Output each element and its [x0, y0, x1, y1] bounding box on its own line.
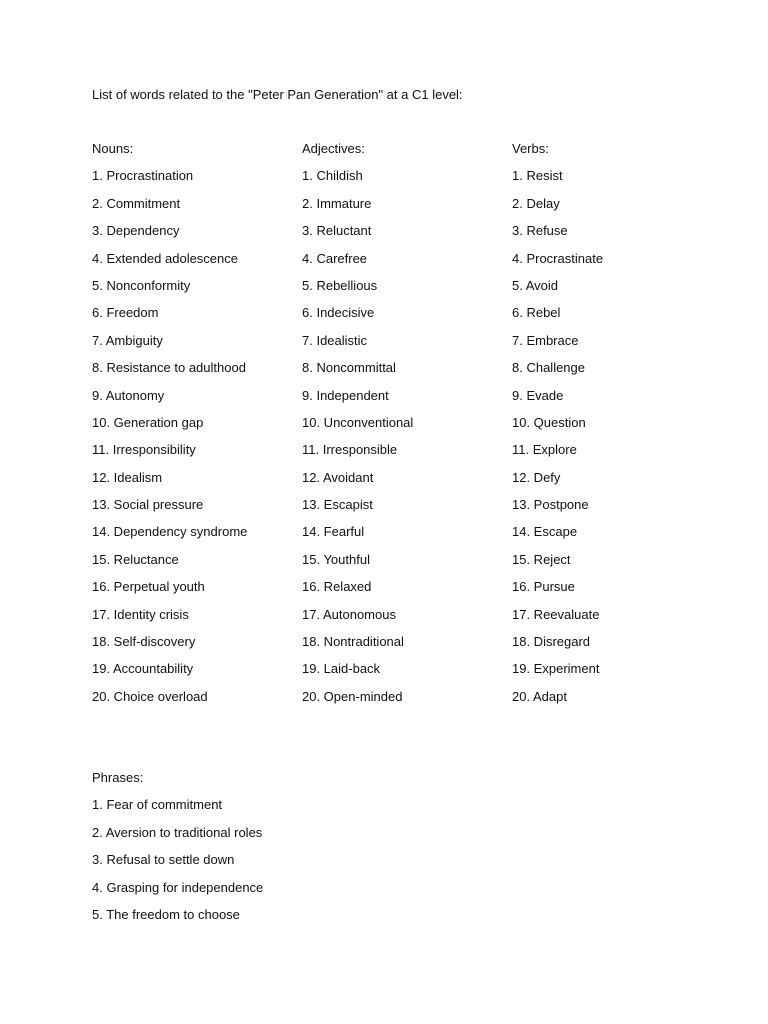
verb-item: 17. Reevaluate [512, 606, 600, 622]
adjective-item: 4. Carefree [302, 250, 368, 266]
phrases-heading: Phrases: [92, 770, 144, 785]
verb-item: 2. Delay [512, 195, 560, 211]
adjective-item: 10. Unconventional [302, 414, 414, 430]
intro-text: List of words related to the "Peter Pan Generation" at a C1 level: [92, 87, 463, 102]
nouns-heading: Nouns: [92, 141, 134, 156]
noun-item: 8. Resistance to adulthood [92, 360, 246, 376]
adjective-item: 12. Avoidant [302, 469, 374, 485]
verb-item: 11. Explore [512, 442, 577, 458]
noun-item: 9. Autonomy [92, 387, 165, 403]
phrase-item: 2. Aversion to traditional roles [92, 824, 263, 840]
adjective-item: 9. Independent [302, 387, 389, 403]
verb-item: 7. Embrace [512, 332, 579, 348]
noun-item: 10. Generation gap [92, 414, 204, 430]
phrase-item: 5. The freedom to choose [92, 906, 240, 922]
phrase-item: 4. Grasping for independence [92, 879, 264, 895]
adjective-item: 11. Irresponsible [302, 442, 398, 458]
adjective-item: 8. Noncommittal [302, 360, 396, 376]
adjective-item: 13. Escapist [302, 497, 373, 513]
adjective-item: 20. Open-minded [302, 688, 403, 704]
verbs-column [512, 140, 603, 715]
noun-item: 14. Dependency syndrome [92, 524, 248, 540]
verb-item: 18. Disregard [512, 634, 591, 650]
noun-item: 12. Idealism [92, 469, 163, 485]
noun-item: 2. Commitment [92, 195, 181, 211]
noun-item: 6. Freedom [92, 305, 159, 321]
noun-item: 15. Reluctance [92, 551, 179, 567]
verb-item: 1. Resist [512, 168, 563, 184]
adjective-item: 6. Indecisive [302, 305, 375, 321]
adjective-item: 5. Rebellious [302, 277, 378, 293]
phrase-item: 3. Refusal to settle down [92, 852, 235, 868]
adjectives-column [302, 140, 413, 715]
noun-item: 17. Identity crisis [92, 606, 189, 622]
verbs-heading: Verbs: [512, 141, 549, 156]
verb-item: 10. Question [512, 414, 586, 430]
verb-item: 9. Evade [512, 387, 564, 403]
adjective-item: 18. Nontraditional [302, 634, 404, 650]
adjective-item: 1. Childish [302, 168, 363, 184]
noun-item: 3. Dependency [92, 223, 180, 239]
verb-item: 20. Adapt [512, 688, 567, 704]
phrases-section [92, 769, 263, 933]
verb-item: 14. Escape [512, 524, 578, 540]
adjective-item: 2. Immature [302, 195, 372, 211]
noun-item: 20. Choice overload [92, 688, 208, 704]
adjective-item: 14. Fearful [302, 524, 365, 540]
verb-item: 8. Challenge [512, 360, 585, 376]
noun-item: 5. Nonconformity [92, 277, 191, 293]
verb-item: 15. Reject [512, 551, 571, 567]
verb-item: 4. Procrastinate [512, 250, 604, 266]
noun-item: 13. Social pressure [92, 497, 204, 513]
noun-item: 1. Procrastination [92, 168, 194, 184]
noun-item: 11. Irresponsibility [92, 442, 196, 458]
adjective-item: 3. Reluctant [302, 223, 372, 239]
verb-item: 12. Defy [512, 469, 561, 485]
verb-item: 16. Pursue [512, 579, 575, 595]
verb-item: 6. Rebel [512, 305, 561, 321]
noun-item: 18. Self-discovery [92, 634, 196, 650]
verb-item: 13. Postpone [512, 497, 589, 513]
noun-item: 4. Extended adolescence [92, 250, 238, 266]
adjective-item: 7. Idealistic [302, 332, 368, 348]
adjective-item: 15. Youthful [302, 551, 370, 567]
verb-item: 3. Refuse [512, 223, 568, 239]
noun-item: 19. Accountability [92, 661, 194, 677]
verb-item: 5. Avoid [512, 277, 559, 293]
adjective-item: 17. Autonomous [302, 606, 396, 622]
phrase-item: 1. Fear of commitment [92, 797, 223, 813]
noun-item: 7. Ambiguity [92, 332, 163, 348]
adjectives-heading: Adjectives: [302, 141, 365, 156]
nouns-column [92, 140, 247, 715]
adjective-item: 19. Laid-back [302, 661, 381, 677]
verb-item: 19. Experiment [512, 661, 600, 677]
adjective-item: 16. Relaxed [302, 579, 372, 595]
noun-item: 16. Perpetual youth [92, 579, 205, 595]
